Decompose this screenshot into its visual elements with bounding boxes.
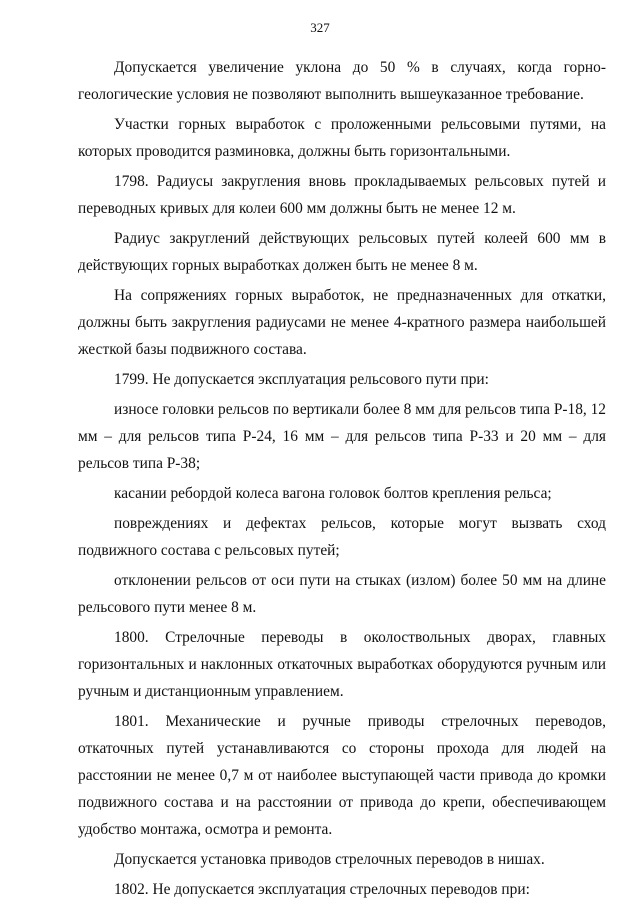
- paragraph-slope-increase: Допускается увеличение уклона до 50 % в случаях, когда горно-геологические условия не позволяют выполнить вышеуказанное требование.: [78, 59, 606, 103]
- paragraph-1798: 1798. Радиусы закругления вновь прокладываемых рельсовых путей и переводных кривых для колеи 600 мм должны быть не менее 12 м.: [78, 173, 606, 217]
- page-number: 327: [310, 20, 330, 35]
- list-item-rail-damage: повреждениях и дефектах рельсов, которые могут вызвать сход подвижного состава с рельсовых путей;: [78, 515, 606, 559]
- paragraph-1800: 1800. Стрелочные переводы в околоствольных дворах, главных горизонтальных и наклонных откаточных выработках оборудуются ручным или ручным и дистанционным управлением.: [78, 629, 606, 700]
- paragraph-1801: 1801. Механические и ручные приводы стрелочных переводов, откаточных путей устанавливаются со стороны прохода для людей на расстоянии не менее 0,7 м от наиболее выступающей части привода до кромки подвижного состава и на расстоянии от привода до крепи, обеспечивающем удобство монтажа, осмотра и ремонта.: [78, 713, 606, 838]
- paragraph-passing-sections: Участки горных выработок с проложенными рельсовыми путями, на которых проводится разминовка, должны быть горизонтальными.: [78, 116, 606, 160]
- list-item-rail-deviation: отклонении рельсов от оси пути на стыках (излом) более 50 мм на длине рельсового пути менее 8 м.: [78, 572, 606, 616]
- paragraph-existing-radius: Радиус закруглений действующих рельсовых путей колеей 600 мм в действующих горных выработках должен быть не менее 8 м.: [78, 230, 606, 274]
- list-item-flange-contact: касании ребордой колеса вагона головок болтов крепления рельса;: [114, 485, 552, 502]
- paragraph-1799: 1799. Не допускается эксплуатация рельсового пути при:: [114, 371, 489, 388]
- paragraph-1802: 1802. Не допускается эксплуатация стрелочных переводов при:: [114, 881, 530, 898]
- document-body: [78, 54, 606, 903]
- paragraph-junctions: На сопряжениях горных выработок, не предназначенных для откатки, должны быть закругления радиусами не менее 4-кратного размера наибольшей жесткой базы подвижного состава.: [78, 287, 606, 358]
- list-item-rail-wear: износе головки рельсов по вертикали более 8 мм для рельсов типа Р-18, 12 мм – для рельсов типа Р-24, 16 мм – для рельсов типа Р-33 и 20 мм – для рельсов типа Р-38;: [78, 401, 606, 472]
- paragraph-niches: Допускается установка приводов стрелочных переводов в нишах.: [114, 851, 545, 868]
